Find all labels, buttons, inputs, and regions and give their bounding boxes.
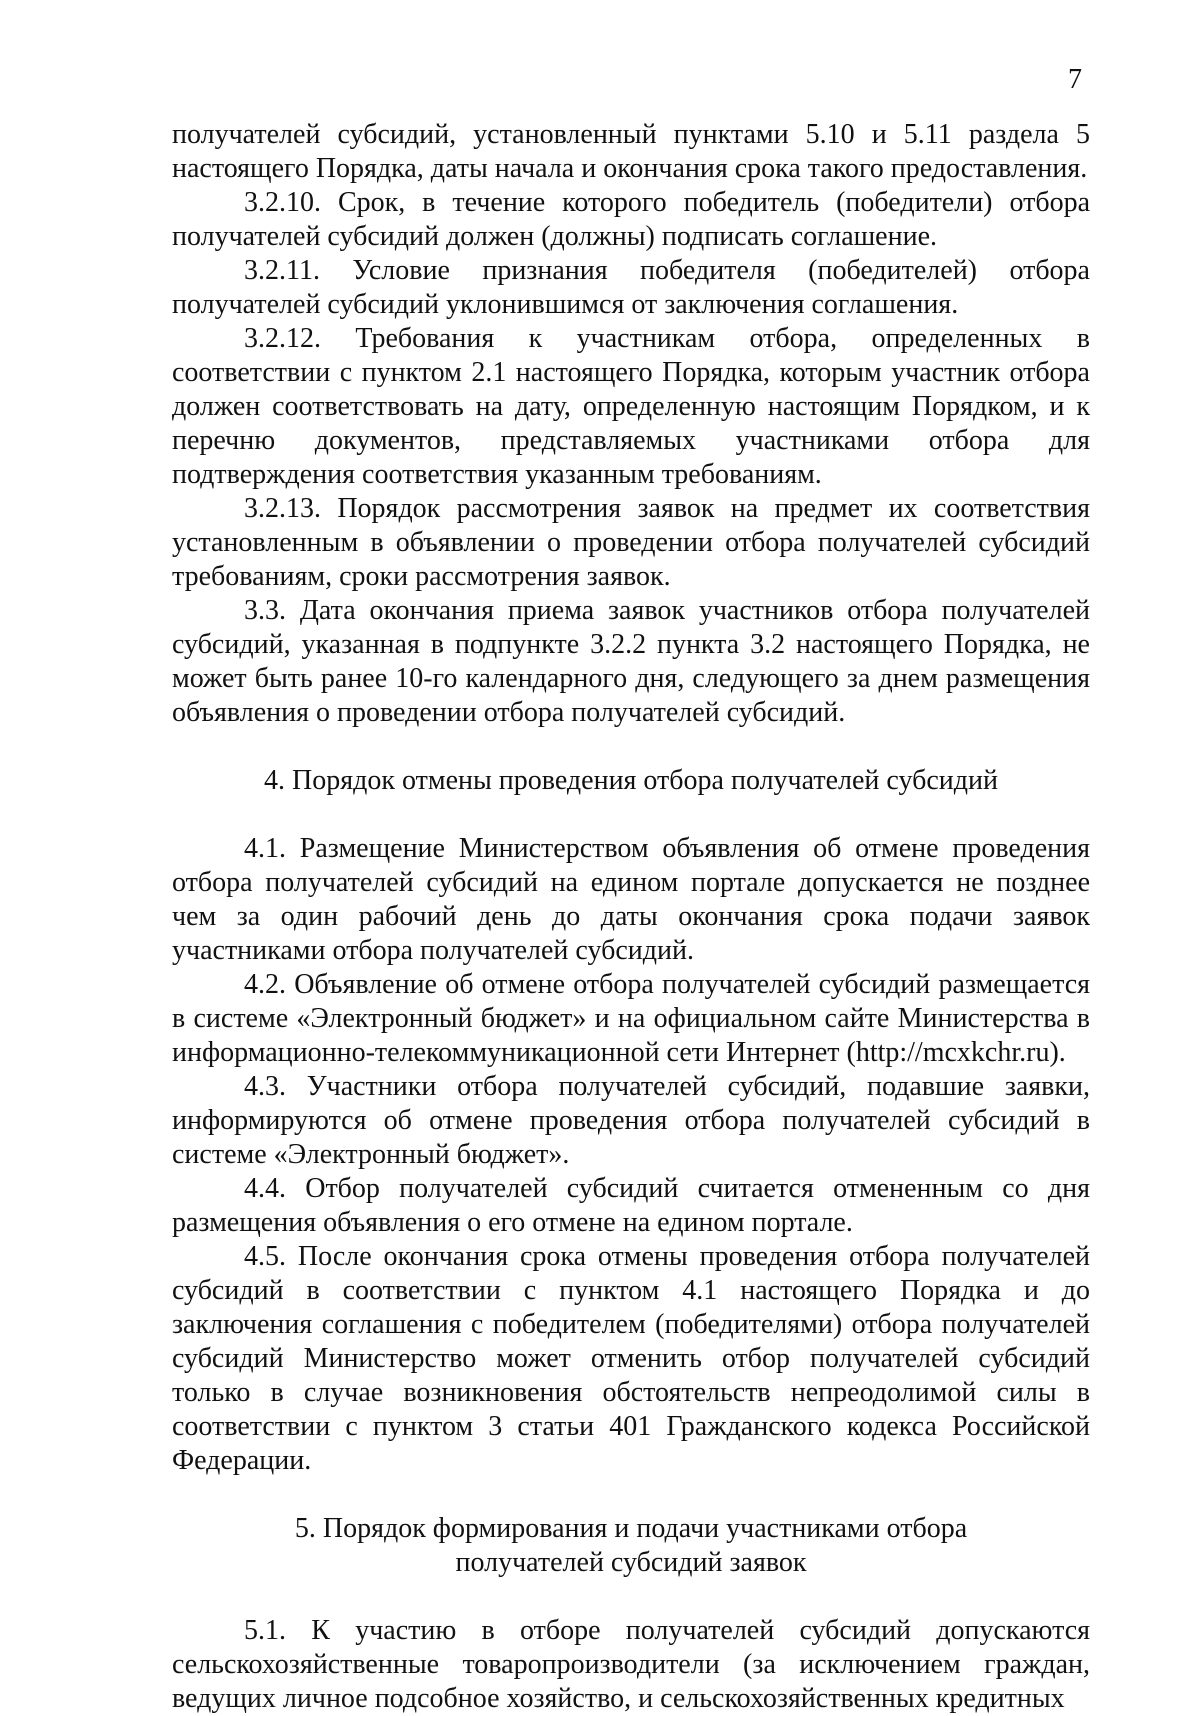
- paragraph-continuation: получателей субсидий, установленный пунктами 5.10 и 5.11 раздела 5 настоящего Порядка, даты начала и окончания срока такого предоставления.: [172, 119, 1090, 184]
- section-5-heading: [172, 1512, 1090, 1580]
- paragraph-3-2-13: 3.2.13. Порядок рассмотрения заявок на предмет их соответствия установленным в объявлении о проведении отбора получателей субсидий требованиям, сроки рассмотрения заявок.: [172, 493, 1090, 592]
- paragraph-3-2-11: 3.2.11. Условие признания победителя (победителей) отбора получателей субсидий уклонившимся от заключения соглашения.: [172, 255, 1090, 320]
- section-4-heading: 4. Порядок отмены проведения отбора получателей субсидий: [264, 765, 998, 796]
- section-5-heading-line-1: 5. Порядок формирования и подачи участниками отбора: [294, 1513, 968, 1544]
- paragraph-3-2-10: 3.2.10. Срок, в течение которого победитель (победители) отбора получателей субсидий должен (должны) подписать соглашение.: [172, 187, 1090, 252]
- paragraph-4-1: 4.1. Размещение Министерством объявления об отмене проведения отбора получателей субсидий на едином портале допускается не позднее чем за один рабочий день до даты окончания срока подачи заявок участниками отбора получателей субсидий.: [172, 833, 1090, 966]
- paragraph-3-2-12: 3.2.12. Требования к участникам отбора, определенных в соответствии с пунктом 2.1 настоящего Порядка, которым участник отбора должен соответствовать на дату, определенную настоящим Порядком, и к перечню документов, представляемых участниками отбора для подтверждения соответствия указанным требованиям.: [172, 323, 1090, 490]
- paragraph-5-1: 5.1. К участию в отборе получателей субсидий допускаются сельскохозяйственные товаропроизводители (за исключением граждан, ведущих личное подсобное хозяйство, и сельскохозяйственных кредитных: [172, 1615, 1090, 1714]
- paragraph-4-4: 4.4. Отбор получателей субсидий считается отмененным со дня размещения объявления о его отмене на едином портале.: [172, 1173, 1090, 1238]
- paragraph-4-2: 4.2. Объявление об отмене отбора получателей субсидий размещается в системе «Электронный бюджет» и на официальном сайте Министерства в информационно-телекоммуникационной сети Интернет (http://mcxkchr.ru).: [172, 969, 1090, 1068]
- document-body: [172, 118, 1090, 1716]
- paragraph-4-5: 4.5. После окончания срока отмены проведения отбора получателей субсидий в соответствии с пунктом 4.1 настоящего Порядка и до заключения соглашения с победителем (победителями) отбора получателей субсидий Министерство может отменить отбор получателей субсидий только в случае возникновения обстоятельств непреодолимой силы в соответствии с пунктом 3 статьи 401 Гражданского кодекса Российской Федерации.: [172, 1241, 1090, 1476]
- paragraph-3-3: 3.3. Дата окончания приема заявок участников отбора получателей субсидий, указанная в подпункте 3.2.2 пункта 3.2 настоящего Порядка, не может быть ранее 10-го календарного дня, следующего за днем размещения объявления о проведении отбора получателей субсидий.: [172, 595, 1090, 728]
- paragraph-4-3: 4.3. Участники отбора получателей субсидий, подавшие заявки, информируются об отмене проведения отбора получателей субсидий в системе «Электронный бюджет».: [172, 1071, 1090, 1170]
- section-5-heading-line-2: получателей субсидий заявок: [455, 1547, 807, 1578]
- page-number: 7: [1068, 64, 1082, 95]
